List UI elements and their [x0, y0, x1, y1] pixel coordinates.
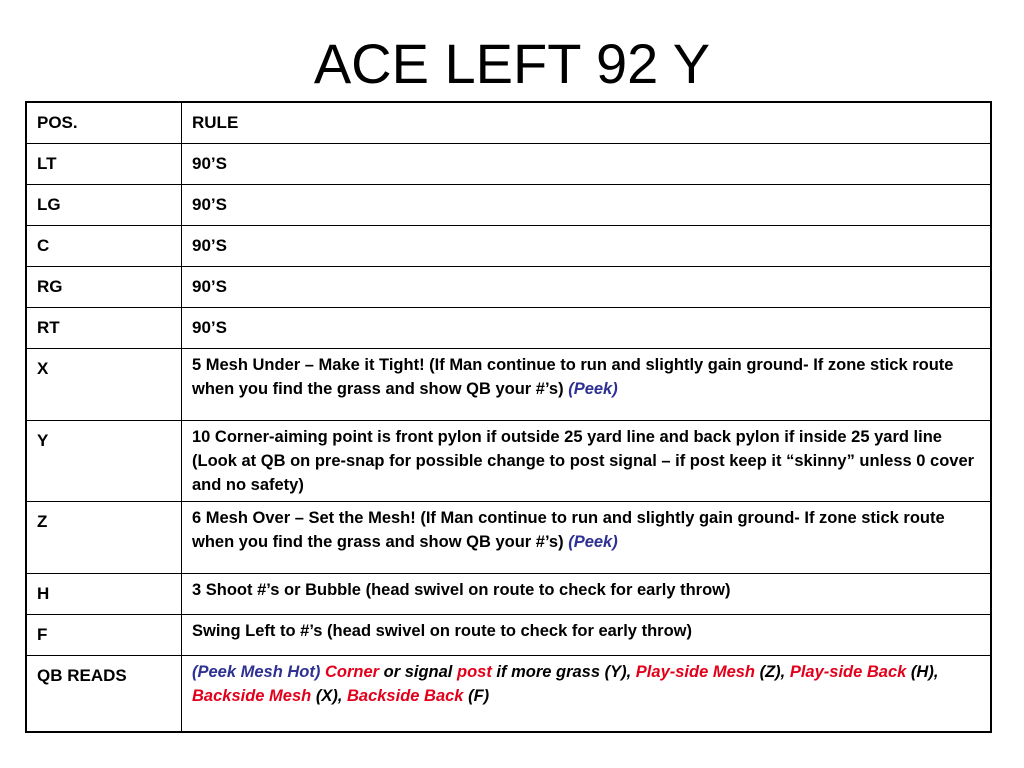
row-pos: Z [26, 502, 182, 574]
row-rule: 90’S [182, 185, 992, 226]
row-rule: 90’S [182, 226, 992, 267]
row-rule: 90’S [182, 308, 992, 349]
table-row [26, 267, 991, 308]
row-rule: 90’S [182, 144, 992, 185]
backside-mesh-read: Backside Mesh [192, 687, 312, 705]
rule-text: 5 Mesh Under – Make it Tight! (If Man continue to run and slightly gain ground- If zone stick route when you find the grass and show QB your #’s) [192, 356, 954, 398]
row-rule [182, 502, 992, 574]
row-rule: Swing Left to #’s (head swivel on route to check for early throw) [182, 615, 992, 656]
row-rule: 10 Corner-aiming point is front pylon if outside 25 yard line and back pylon if inside 25 yard line (Look at QB on pre-snap for possible change to post signal – if post keep it “skinny” unless 0 cover and no safety) [182, 421, 992, 502]
table-row [26, 574, 991, 615]
qb-text: (F) [463, 687, 490, 705]
header-pos: POS. [26, 102, 182, 144]
row-pos: X [26, 349, 182, 421]
qb-text: or signal [379, 663, 457, 681]
row-rule [182, 349, 992, 421]
header-rule: RULE [182, 102, 992, 144]
table-header-row [26, 102, 991, 144]
slide-title: ACE LEFT 92 Y [313, 32, 711, 95]
qb-text: (H), [906, 663, 939, 681]
qb-reads-rule [182, 656, 992, 733]
rule-text: 6 Mesh Over – Set the Mesh! (If Man continue to run and slightly gain ground- If zone stick route when you find the grass and show QB your #’s) [192, 509, 945, 551]
peek-tag: (Peek) [568, 380, 618, 398]
row-pos: RG [26, 267, 182, 308]
qb-text: if more grass (Y), [491, 663, 636, 681]
peek-tag: (Peek) [568, 533, 618, 551]
post-read: post [456, 663, 492, 681]
table-row [26, 502, 991, 574]
row-rule: 90’S [182, 267, 992, 308]
table-row-qb-reads [26, 656, 991, 733]
table-row [26, 226, 991, 267]
table-row [26, 421, 991, 502]
playside-back-read: Play-side Back [789, 663, 907, 681]
qb-text: (Z), [755, 663, 790, 681]
table-row [26, 349, 991, 421]
table-row [26, 308, 991, 349]
row-pos: RT [26, 308, 182, 349]
rules-table [25, 101, 992, 733]
playside-mesh-read: Play-side Mesh [635, 663, 756, 681]
row-pos: H [26, 574, 182, 615]
backside-back-read: Backside Back [346, 687, 464, 705]
row-pos: LT [26, 144, 182, 185]
row-pos: Y [26, 421, 182, 502]
row-pos: LG [26, 185, 182, 226]
table-row [26, 144, 991, 185]
table-row [26, 615, 991, 656]
row-pos: QB READS [26, 656, 182, 733]
corner-read: Corner [320, 663, 380, 681]
row-rule: 3 Shoot #’s or Bubble (head swivel on route to check for early throw) [182, 574, 992, 615]
table-row [26, 185, 991, 226]
peek-mesh-hot: (Peek Mesh Hot) [192, 663, 321, 681]
qb-text: (X), [311, 687, 347, 705]
row-pos: F [26, 615, 182, 656]
row-pos: C [26, 226, 182, 267]
